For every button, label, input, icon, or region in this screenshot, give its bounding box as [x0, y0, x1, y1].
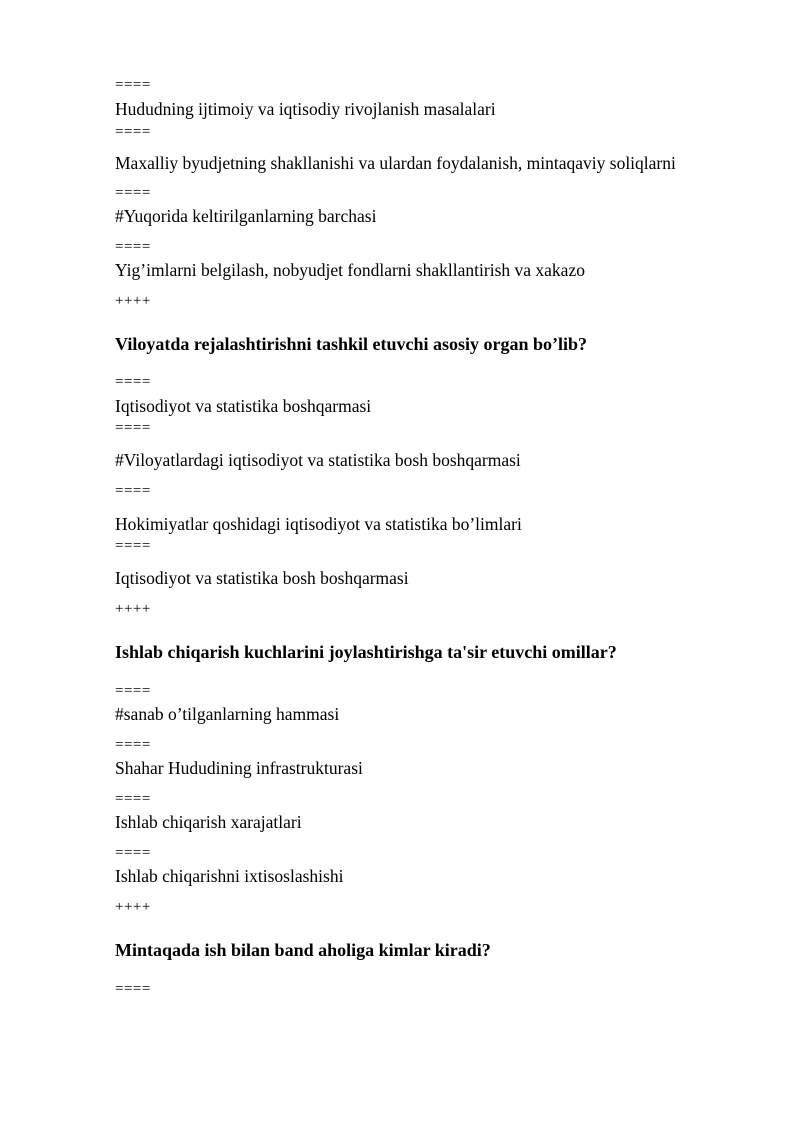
answer-option-correct: #Viloyatlardagi iqtisodiyot va statistika bosh boshqarmasi [115, 450, 521, 470]
answer-option-correct: #Yuqorida keltirilganlarning barchasi [115, 206, 377, 226]
separator-line: ==== [115, 845, 151, 861]
answer-option: Hududning ijtimoiy va iqtisodiy rivojlanish masalalari [115, 99, 496, 119]
separator-line: ==== [115, 77, 151, 93]
separator-line: ==== [115, 185, 151, 201]
answer-option: Hokimiyatlar qoshidagi iqtisodiyot va statistika bo’limlari [115, 514, 522, 534]
separator-line: ==== [115, 981, 151, 997]
answer-option: Maxalliy byudjetning shakllanishi va ulardan foydalanish, mintaqaviy soliqlarni [115, 153, 676, 173]
question-text: Viloyatda rejalashtirishni tashkil etuvchi asosiy organ bo’lib? [115, 334, 588, 354]
answer-option: Ishlab chiqarish xarajatlari [115, 812, 302, 832]
answer-option: Ishlab chiqarishni ixtisoslashishi [115, 866, 344, 886]
separator-line: ==== [115, 538, 151, 554]
separator-line: ==== [115, 483, 151, 499]
answer-option: Yig’imlarni belgilash, nobyudjet fondlarni shakllantirish va xakazo [115, 260, 585, 280]
answer-option: Iqtisodiyot va statistika boshqarmasi [115, 396, 372, 416]
separator-line: ==== [115, 374, 151, 390]
separator-line: ==== [115, 683, 151, 699]
question-separator: ++++ [115, 899, 151, 915]
separator-line: ==== [115, 124, 151, 140]
separator-line: ==== [115, 239, 151, 255]
separator-line: ==== [115, 791, 151, 807]
question-text: Mintaqada ish bilan band aholiga kimlar kiradi? [115, 940, 491, 960]
answer-option: Iqtisodiyot va statistika bosh boshqarmasi [115, 568, 409, 588]
question-separator: ++++ [115, 601, 151, 617]
question-separator: ++++ [115, 293, 151, 309]
separator-line: ==== [115, 737, 151, 753]
answer-option-correct: #sanab o’tilganlarning hammasi [115, 704, 340, 724]
separator-line: ==== [115, 420, 151, 436]
question-text: Ishlab chiqarish kuchlarini joylashtirishga ta'sir etuvchi omillar? [115, 642, 617, 662]
answer-option: Shahar Hududining infrastrukturasi [115, 758, 363, 778]
